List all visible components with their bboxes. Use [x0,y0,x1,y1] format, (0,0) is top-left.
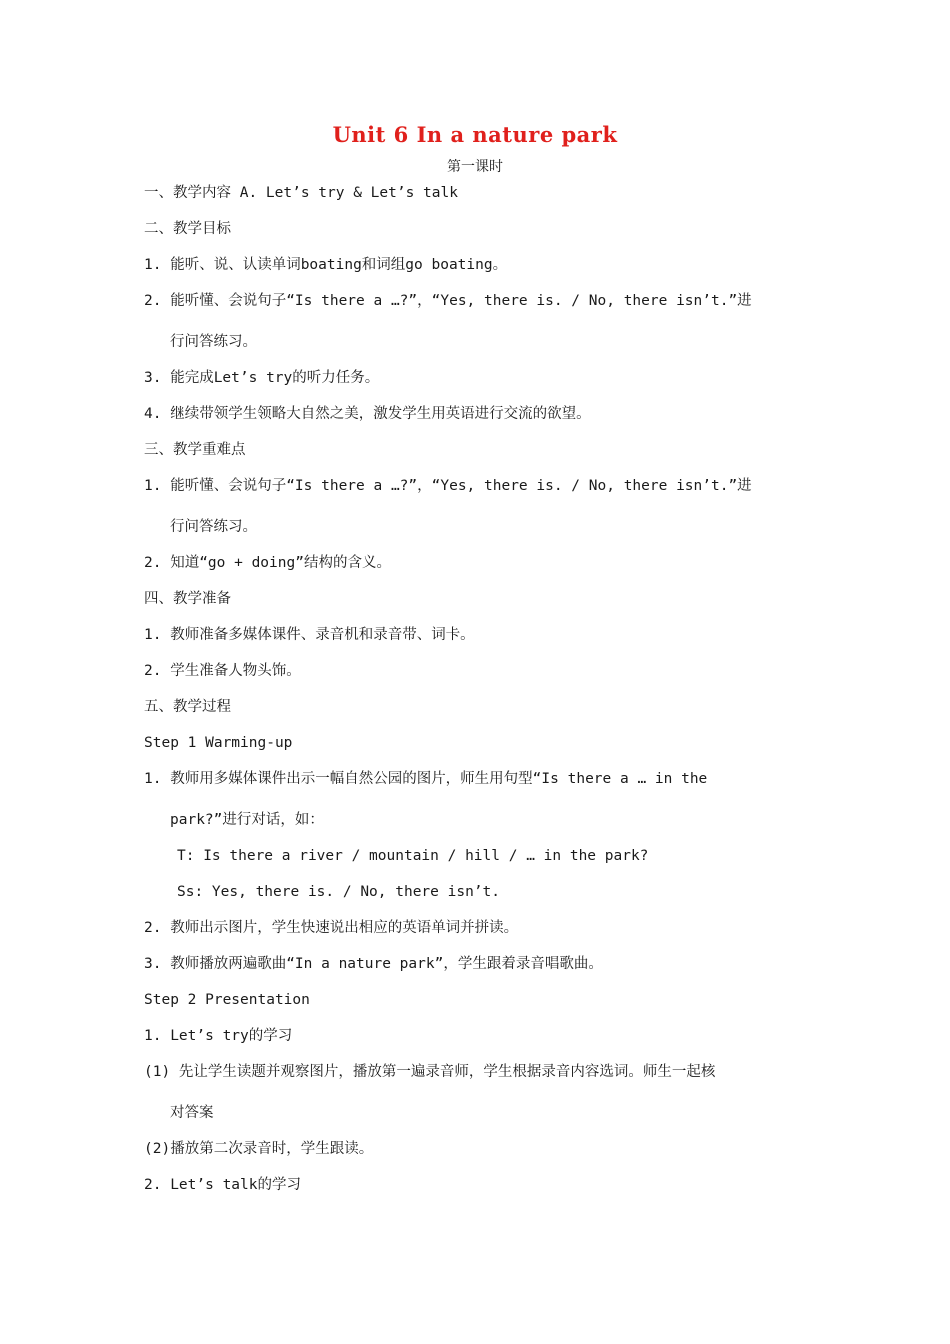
key-point-item-1-cont: 行问答练习。 [170,519,257,535]
goal-item-1: 1. 能听、说、认读单词boating和词组go boating。 [144,257,508,273]
key-point-item-2: 2. 知道“go + doing”结构的含义。 [144,555,391,571]
step-2-item-1: 1. Let’s try的学习 [144,1028,293,1044]
goal-item-3: 3. 能完成Let’s try的听力任务。 [144,370,380,386]
step-1-item-2: 2. 教师出示图片，学生快速说出相应的英语单词并拼读。 [144,920,519,936]
document-title: Unit 6 In a nature park [332,122,618,147]
step-2-sub-item-1-cont: 对答案 [170,1105,214,1121]
document-subtitle: 第一课时 [447,159,503,175]
section-content: 一、教学内容 A. Let’s try & Let’s talk [144,185,458,201]
step-1-heading: Step 1 Warming-up [144,735,293,751]
step-1-item-3: 3. 教师播放两遍歌曲“In a nature park”，学生跟着录音唱歌曲。 [144,956,603,972]
step-2-sub-item-1: (1) 先让学生读题并观察图片，播放第一遍录音师，学生根据录音内容选词。师生一起核 [144,1064,716,1080]
goal-item-2: 2. 能听懂、会说句子“Is there a …?”，“Yes, there is. / No, there isn’t.”进 [144,293,752,309]
step-2-sub-item-2: (2)播放第二次录音时，学生跟读。 [144,1141,374,1157]
dialogue-teacher: T: Is there a river / mountain / hill / … in the park? [177,848,649,864]
dialogue-students: Ss: Yes, there is. / No, there isn’t. [177,884,501,900]
section-heading-preparation: 四、教学准备 [144,591,231,607]
goal-item-2-cont: 行问答练习。 [170,334,257,350]
section-heading-key-points: 三、教学重难点 [144,442,246,458]
section-heading-goals: 二、教学目标 [144,221,231,237]
step-2-heading: Step 2 Presentation [144,992,310,1008]
key-point-item-1: 1. 能听懂、会说句子“Is there a …?”，“Yes, there is. / No, there isn’t.”进 [144,478,752,494]
goal-item-4: 4. 继续带领学生领略大自然之美，激发学生用英语进行交流的欲望。 [144,406,591,422]
step-2-item-2: 2. Let’s talk的学习 [144,1177,301,1193]
section-heading-procedure: 五、教学过程 [144,699,231,715]
preparation-item-1: 1. 教师准备多媒体课件、录音机和录音带、词卡。 [144,627,475,643]
step-1-item-1-cont: park?”进行对话，如： [170,812,324,828]
step-1-item-1: 1. 教师用多媒体课件出示一幅自然公园的图片，师生用句型“Is there a … in the [144,771,708,787]
preparation-item-2: 2. 学生准备人物头饰。 [144,663,301,679]
